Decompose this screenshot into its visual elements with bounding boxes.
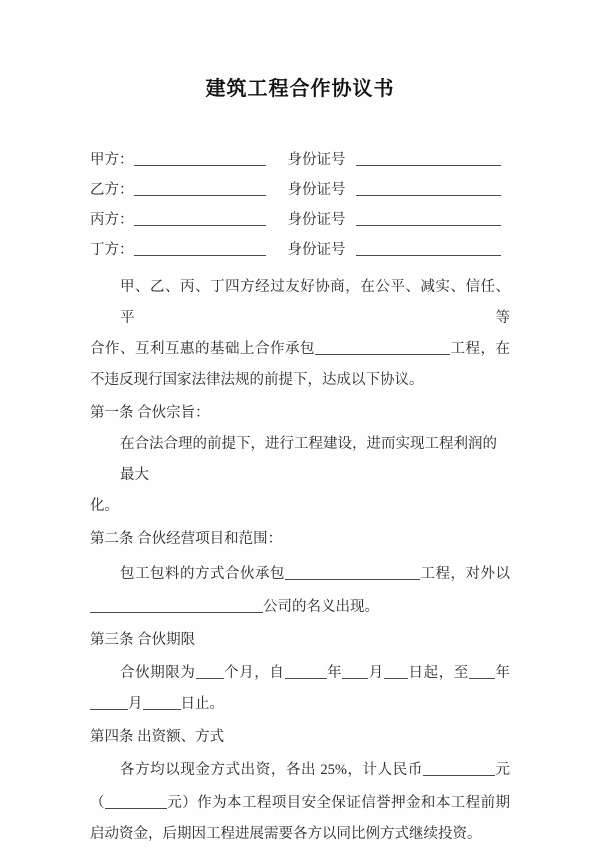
text-segment: 月 [128,696,143,712]
spacer [346,223,356,224]
clause-2-heading [90,524,510,555]
text-segment: 合作、互利互惠的基础上合作承包 [90,341,315,357]
fill-in-blank [356,153,501,166]
text-segment: 甲方： [90,152,134,168]
text-segment: 丙方： [90,212,134,228]
fill-in-blank [134,213,266,226]
fill-in-blank [134,183,266,196]
spacer [266,193,288,194]
fill-in-blank [134,243,266,256]
text-segment: 乙方： [90,182,134,198]
clause-3-line [90,658,510,689]
fill-in-blank [90,697,128,710]
clause-4-heading [90,722,510,753]
fill-in-blank [356,183,501,196]
text-segment: 身份证号 [287,182,346,198]
clause-1-heading [90,398,510,429]
clause-2-line [90,559,510,590]
document-body [90,145,510,849]
text-segment: 第二条 合伙经营项目和范围： [90,531,283,547]
text-segment: 日止。 [180,696,224,712]
clause-4-line [90,755,510,786]
text-segment: 在合法合理的前提下，进行工程建设，进而实现工程利润的最大 [120,436,497,483]
clause-2-line [90,592,510,623]
fill-in-blank [143,697,181,710]
text-segment: 月 [368,665,384,681]
party-row-party-a [90,145,510,175]
clause-3-line [90,689,510,720]
text-segment: 不违反现行国家法律法规的前提下，达成以下协议。 [90,372,424,388]
spacer [266,253,288,254]
party-row-party-c [90,205,510,235]
spacer [346,163,356,164]
fill-in-blank [356,243,501,256]
clause-4-line [90,819,510,849]
text-segment: 元 [494,762,511,778]
text-segment: 身份证号 [287,152,346,168]
clause-1-line [90,491,510,522]
clause-1-line [90,429,510,491]
text-segment: 启动资金，后期因工程进展需要各方以同比例方式继续投资。 [90,826,482,842]
text-segment: 公司的名义出现。 [263,599,379,615]
text-segment: 工程，对外以 [420,566,510,582]
text-segment: 化。 [90,498,119,514]
text-segment: 第三条 合伙期限 [90,632,196,648]
spacer [266,163,288,164]
preamble-line [90,365,510,396]
clause-3-heading [90,625,510,656]
party-row-party-b [90,175,510,205]
text-segment: 年 [326,665,343,681]
fill-in-blank [196,666,224,679]
fill-in-blank [384,666,408,679]
fill-in-blank [315,342,450,355]
preamble-line [90,272,510,334]
text-segment: 第一条 合伙宗旨： [90,405,210,421]
spacer [346,193,356,194]
fill-in-blank [342,666,368,679]
clause-4-line [90,788,510,819]
text-segment: 包工包料的方式合伙承包 [120,566,285,582]
fill-in-blank [285,567,420,580]
spacer [346,253,356,254]
text-segment: 丁方： [90,242,134,258]
fill-in-blank [285,666,327,679]
fill-in-blank [423,763,495,776]
preamble-line [90,334,510,365]
spacer [266,223,288,224]
fill-in-blank [469,666,495,679]
text-segment: 甲、乙、丙、丁四方经过友好协商，在公平、减实、信任、平等 [120,279,510,326]
text-segment: 工程，在 [450,341,510,357]
fill-in-blank [134,153,266,166]
fill-in-blank [105,796,167,809]
text-segment: 身份证号 [287,242,346,258]
text-segment: 个月，自 [223,665,285,681]
fill-in-blank [356,213,501,226]
text-segment: 年 [494,665,511,681]
fill-in-blank [90,600,263,613]
text-segment: 第四条 出资额、方式 [90,729,225,745]
text-segment: 身份证号 [287,212,346,228]
party-row-party-d [90,235,510,265]
text-segment: 元）作为本工程项目安全保证信誉押金和本工程前期 [166,795,511,811]
text-segment: 日起，至 [407,665,469,681]
text-segment: 各方均以现金方式出资，各出 25%，计人民币 [120,762,423,778]
text-segment: （ [90,795,105,811]
document-title: 建筑工程合作协议书 [205,76,395,100]
text-segment: 合伙期限为 [120,665,196,681]
